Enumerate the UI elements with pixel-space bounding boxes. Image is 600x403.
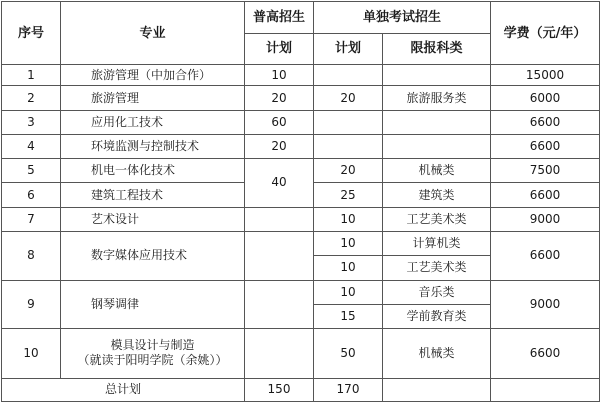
table-row bbox=[2, 207, 600, 231]
table-row bbox=[2, 65, 600, 86]
major-line-1: 模具设计与制造 bbox=[110, 338, 195, 353]
header-seq: 序号 bbox=[2, 2, 61, 65]
cell-general-plan: 40 bbox=[245, 159, 314, 208]
table-row bbox=[2, 232, 600, 256]
cell-general-plan bbox=[245, 232, 314, 281]
table-row bbox=[2, 110, 600, 134]
cell-general-plan: 20 bbox=[245, 86, 314, 110]
cell-major: 环境监测与控制技术 bbox=[61, 134, 245, 158]
cell-seq: 3 bbox=[2, 110, 61, 134]
cell-separate-plan: 10 bbox=[314, 280, 383, 304]
cell-category bbox=[383, 110, 491, 134]
header-general-plan: 计划 bbox=[245, 33, 314, 65]
cell-category bbox=[383, 65, 491, 86]
cell-major bbox=[61, 329, 245, 379]
cell-separate-plan: 50 bbox=[314, 329, 383, 379]
cell-separate-plan: 10 bbox=[314, 207, 383, 231]
enrollment-plan-table bbox=[1, 1, 600, 402]
cell-separate-plan bbox=[314, 134, 383, 158]
cell-general-plan: 60 bbox=[245, 110, 314, 134]
header-separate: 单独考试招生 bbox=[314, 2, 491, 34]
cell-general-plan: 10 bbox=[245, 65, 314, 86]
cell-seq: 4 bbox=[2, 134, 61, 158]
cell-major: 应用化工技术 bbox=[61, 110, 245, 134]
cell-seq: 6 bbox=[2, 183, 61, 207]
total-label: 总计划 bbox=[2, 378, 245, 401]
major-line-2: （就读于阳明学院（余姚）） bbox=[77, 353, 228, 368]
cell-major: 机电一体化技术 bbox=[61, 159, 245, 183]
header-category: 限报科类 bbox=[383, 33, 491, 65]
cell-fee: 6600 bbox=[491, 232, 600, 281]
cell-separate-plan: 15 bbox=[314, 304, 383, 328]
table-row bbox=[2, 159, 600, 183]
total-general: 150 bbox=[245, 378, 314, 401]
table-row bbox=[2, 329, 600, 379]
cell-separate-plan bbox=[314, 110, 383, 134]
cell-category: 旅游服务类 bbox=[383, 86, 491, 110]
cell-category: 工艺美术类 bbox=[383, 207, 491, 231]
cell-separate-plan bbox=[314, 65, 383, 86]
cell-major: 建筑工程技术 bbox=[61, 183, 245, 207]
cell-seq: 1 bbox=[2, 65, 61, 86]
cell-general-plan: 20 bbox=[245, 134, 314, 158]
cell-seq: 9 bbox=[2, 280, 61, 329]
cell-fee: 6600 bbox=[491, 134, 600, 158]
cell-seq: 10 bbox=[2, 329, 61, 379]
header-row-1 bbox=[2, 2, 600, 34]
header-separate-plan: 计划 bbox=[314, 33, 383, 65]
cell-fee: 7500 bbox=[491, 159, 600, 183]
total-separate: 170 bbox=[314, 378, 383, 401]
table-row bbox=[2, 280, 600, 304]
header-major: 专业 bbox=[61, 2, 245, 65]
cell-separate-plan: 10 bbox=[314, 232, 383, 256]
cell-separate-plan: 25 bbox=[314, 183, 383, 207]
cell-fee: 6600 bbox=[491, 329, 600, 379]
cell-category bbox=[383, 134, 491, 158]
cell-category bbox=[383, 378, 491, 401]
cell-category: 学前教育类 bbox=[383, 304, 491, 328]
cell-fee: 6000 bbox=[491, 86, 600, 110]
cell-general-plan bbox=[245, 329, 314, 379]
cell-major: 旅游管理（中加合作） bbox=[61, 65, 245, 86]
cell-seq: 2 bbox=[2, 86, 61, 110]
cell-separate-plan: 20 bbox=[314, 159, 383, 183]
cell-separate-plan: 10 bbox=[314, 256, 383, 280]
table-row bbox=[2, 86, 600, 110]
cell-fee bbox=[491, 378, 600, 401]
cell-category: 机械类 bbox=[383, 159, 491, 183]
cell-separate-plan: 20 bbox=[314, 86, 383, 110]
cell-fee: 9000 bbox=[491, 207, 600, 231]
cell-fee: 9000 bbox=[491, 280, 600, 329]
cell-category: 音乐类 bbox=[383, 280, 491, 304]
cell-category: 建筑类 bbox=[383, 183, 491, 207]
cell-category: 机械类 bbox=[383, 329, 491, 379]
cell-major: 数字媒体应用技术 bbox=[61, 232, 245, 281]
cell-seq: 7 bbox=[2, 207, 61, 231]
header-general: 普高招生 bbox=[245, 2, 314, 34]
total-row bbox=[2, 378, 600, 401]
cell-fee: 6600 bbox=[491, 183, 600, 207]
cell-major: 钢琴调律 bbox=[61, 280, 245, 329]
cell-fee: 6600 bbox=[491, 110, 600, 134]
cell-major: 旅游管理 bbox=[61, 86, 245, 110]
table-row bbox=[2, 134, 600, 158]
cell-major: 艺术设计 bbox=[61, 207, 245, 231]
cell-general-plan bbox=[245, 207, 314, 231]
header-fee: 学费（元/年） bbox=[491, 2, 600, 65]
cell-seq: 5 bbox=[2, 159, 61, 183]
cell-category: 工艺美术类 bbox=[383, 256, 491, 280]
cell-general-plan bbox=[245, 280, 314, 329]
cell-fee: 15000 bbox=[491, 65, 600, 86]
cell-category: 计算机类 bbox=[383, 232, 491, 256]
cell-seq: 8 bbox=[2, 232, 61, 281]
